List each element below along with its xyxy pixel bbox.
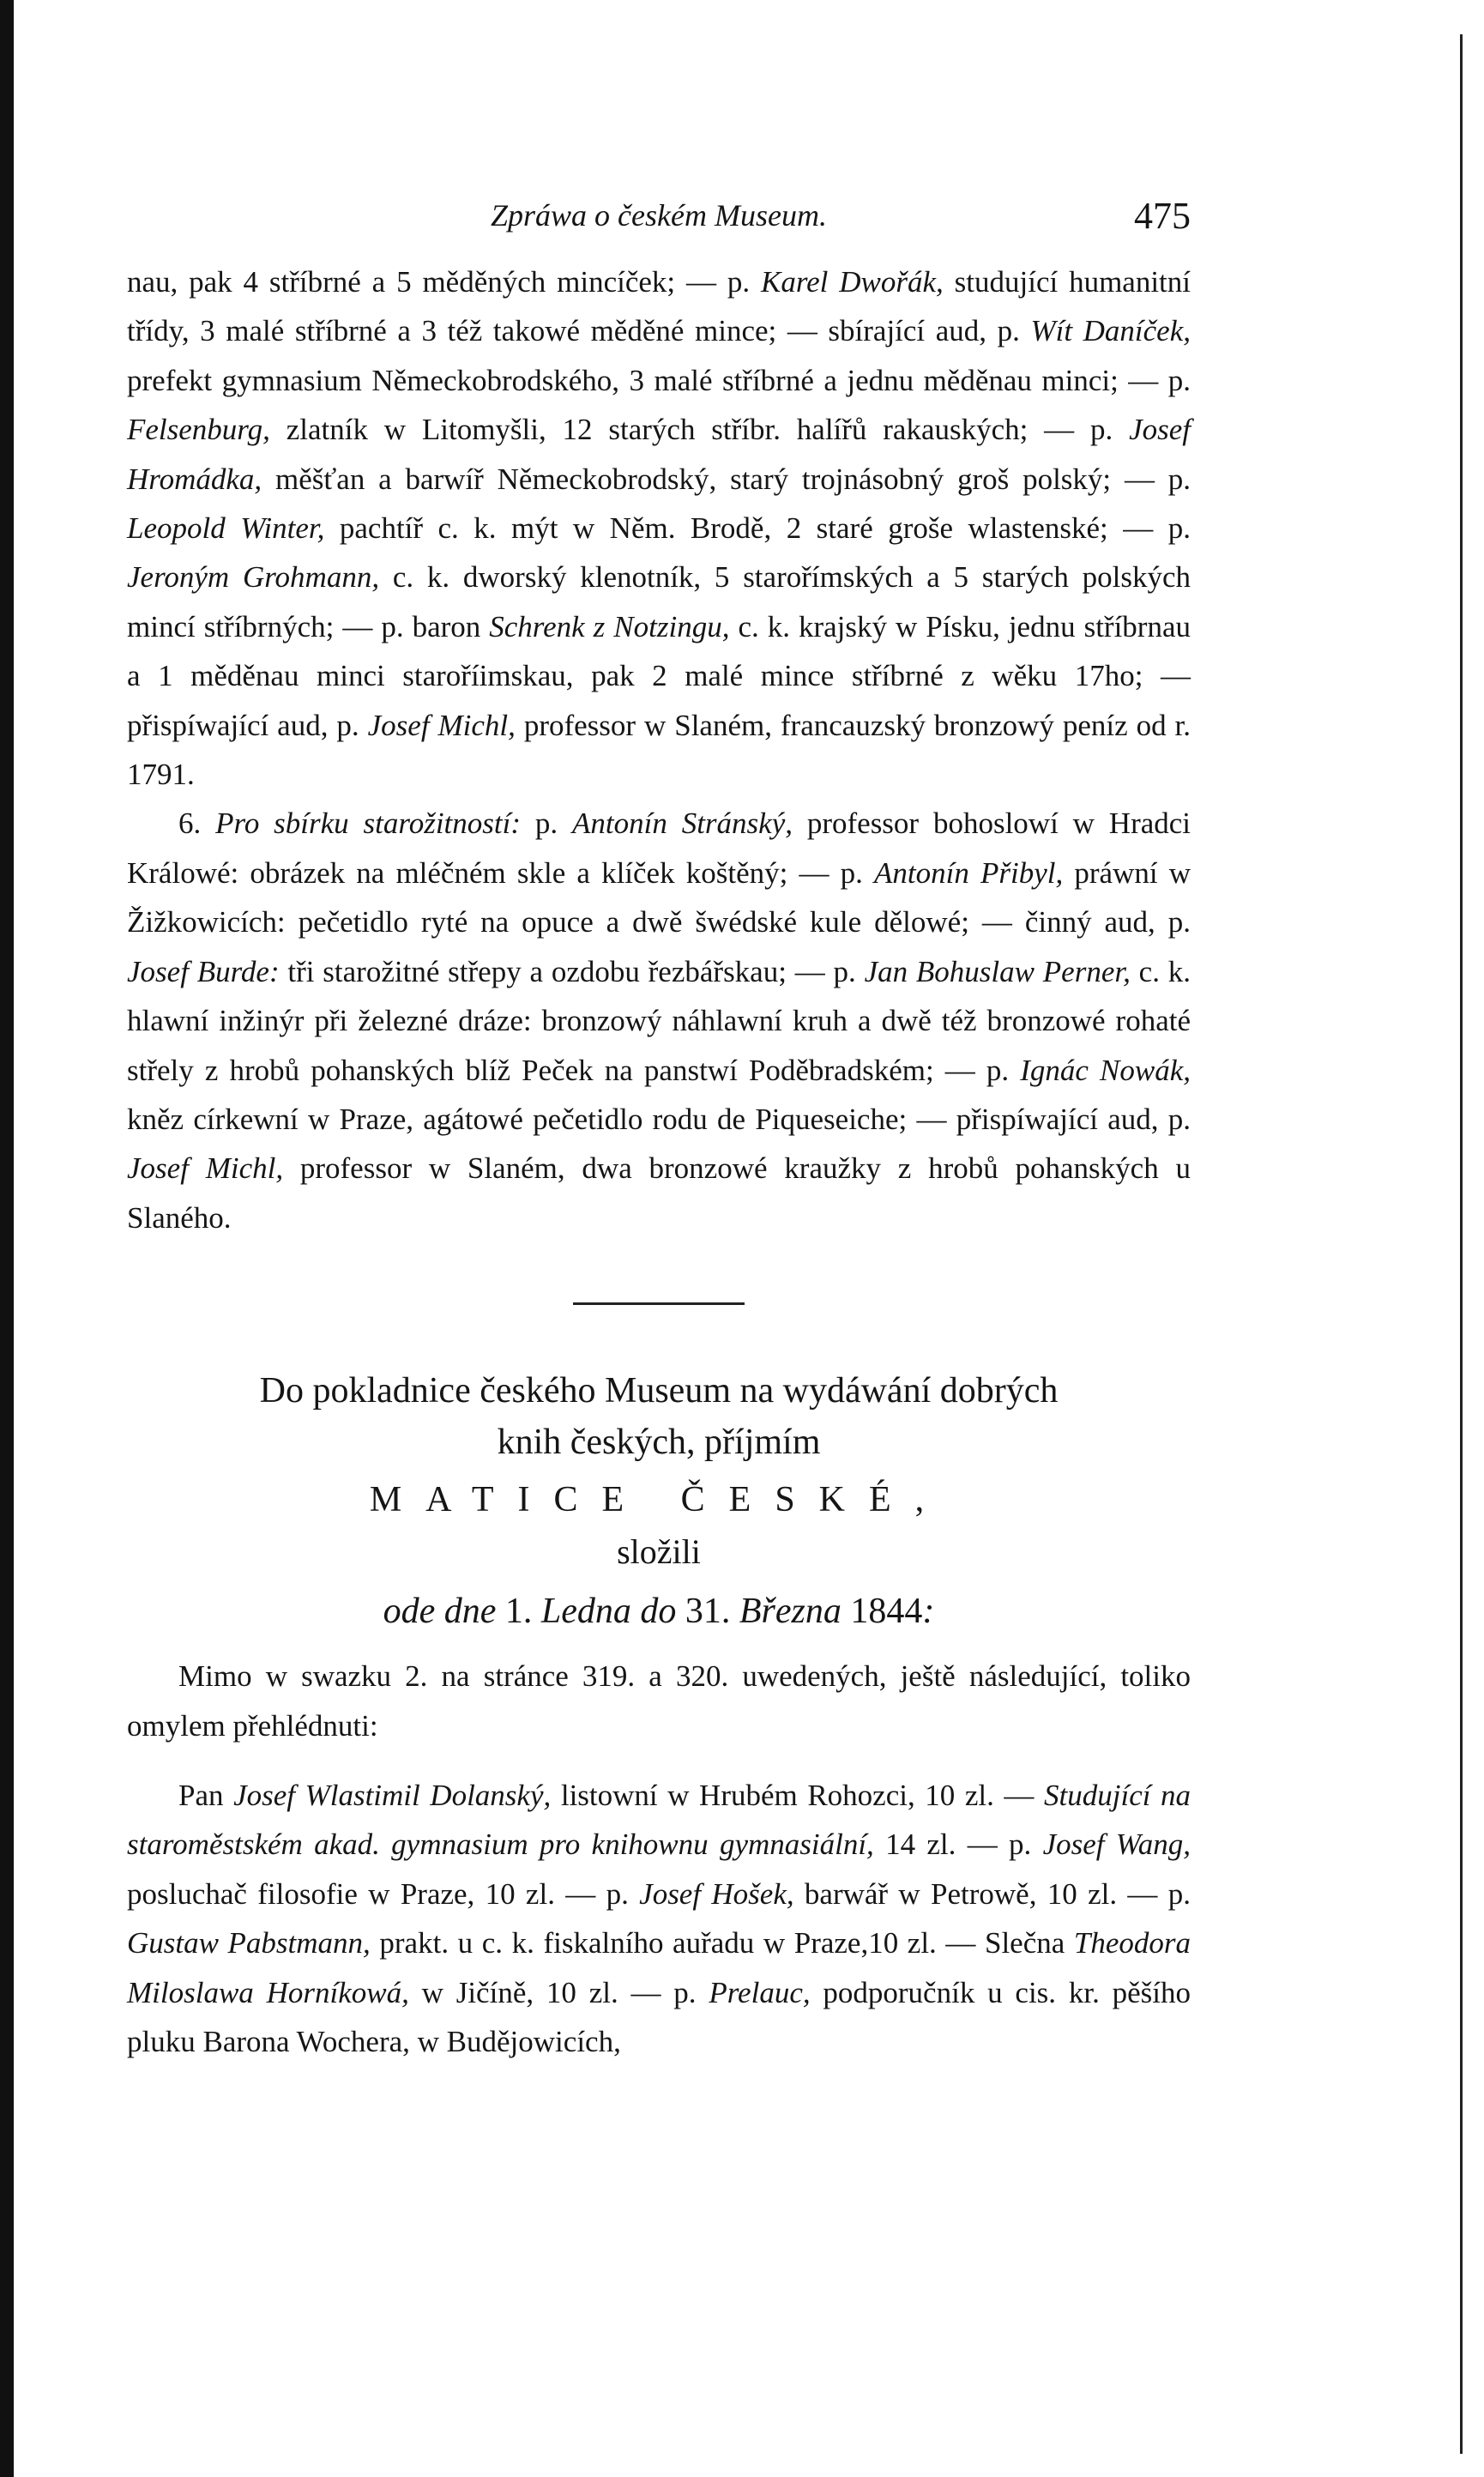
running-header (127, 197, 1191, 257)
paragraph-intro: Mimo w swazku 2. na stránce 319. a 320. uwedených, ještě následující, toliko omylem přehlédnuti: (127, 1659, 1191, 1743)
paragraph-antiquities: 6. Pro sbírku starožitností: p. Antonín Stránský, professor bohoslowí w Hradci Králowé: obrázek na mléčném skle a klíček koštěný; — p. Antonín Přibyl, práwní w Žižkowicích: pečetidlo ryté na opuce a dwě šwédské kule dělowé; — činný aud, p. Josef Burde: tři starožitné střepy a ozdobu řezbářskau; — p. Jan Bohuslaw Perner, c. k. hlawní inžinýr při železné dráze: bronzowý náhlawní kruh a dwě též bronzowé rohaté střely z hrobů pohanských blíž Peček na panstwí Poděbradském; — p. Ignác Nowák, kněz církewní w Praze, agátowé pečetidlo rodu de Piqueseiche; — přispíwající aud, p. Josef Michl, professor w Slaném, dwa bronzowé kraužky z hrobů pohanských u Slaného. (127, 807, 1191, 1235)
page (127, 197, 1191, 2066)
section-heading-line2: knih českých, příjmím (497, 1423, 821, 1463)
slozili-heading: složili (617, 1532, 701, 1572)
scan-left-edge (0, 0, 14, 2477)
section-divider (573, 1302, 745, 1305)
paragraph-coins: nau, pak 4 stříbrné a 5 měděných mincíček; — p. Karel Dwořák, studující humanitní třídy, 3 malé stříbrné a 3 též takowé měděné mince; — sbírající aud, p. Wít Daníček, prefekt gymnasium Německobrodského, 3 malé stříbrné a jednu měděnau minci; — p. Felsenburg, zlatník w Litomyšli, 12 starých stříbr. halířů rakauských; — p. Josef Hromádka, měšťan a barwíř Německobrodský, starý trojnásobný groš polský; — p. Leopold Winter, pachtíř c. k. mýt w Něm. Brodě, 2 staré groše wlastenské; — p. Jeroným Grohmann, c. k. dworský klenotník, 5 starořímských a 5 starých polských mincí stříbrných; — p. baron Schrenk z Notzingu, c. k. krajský w Písku, jednu stříbrnau a 1 měděnau minci staroříimskau, pak 2 malé mince stříbrné z wěku 17ho; — přispíwající aud, p. Josef Michl, professor w Slaném, francauzský bronzowý peníz od r. 1791. (127, 265, 1191, 792)
scan-right-edge (1460, 34, 1463, 2454)
section-heading-line1: Do pokladnice českého Museum na wydáwání dobrých (259, 1371, 1059, 1411)
page-number: 475 (1134, 195, 1191, 237)
section-heading (127, 1365, 1191, 1468)
paragraph-gap (127, 1750, 1191, 1771)
date-range-heading: ode dne 1. Ledna do 31. Března 1844: (383, 1592, 935, 1632)
matice-heading: MATICE ČESKÉ, (369, 1480, 949, 1520)
running-title: Zpráwa o českém Museum. (491, 198, 827, 233)
paragraph-donors: Pan Josef Wlastimil Dolanský, listowní w Hrubém Rohozci, 10 zl. — Studující na staroměstském akad. gymnasium pro knihownu gymnasiální, 14 zl. — p. Josef Wang, posluchač filosofie w Praze, 10 zl. — p. Josef Hošek, barwář w Petrowě, 10 zl. — p. Gustaw Pabstmann, prakt. u c. k. fiskalního auřadu w Praze,10 zl. — Slečna Theodora Miloslawa Horníkowá, w Jičíně, 10 zl. — p. Prelauc, podporučník u cis. kr. pěšího pluku Barona Wochera, w Budějowicích, (127, 1778, 1191, 2058)
